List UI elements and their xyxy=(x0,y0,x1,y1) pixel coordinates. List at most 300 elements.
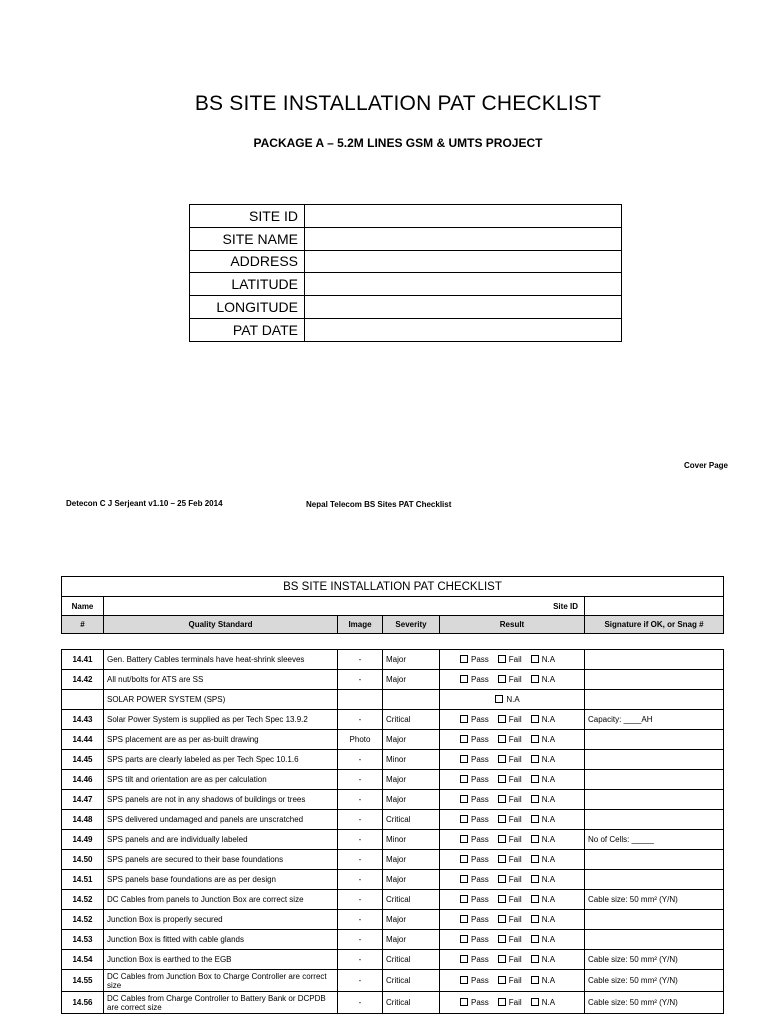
quality-standard: All nut/bolts for ATS are SS xyxy=(104,670,338,690)
result-fail-option[interactable] xyxy=(498,835,522,844)
result-options xyxy=(440,890,585,910)
image-requirement: - xyxy=(338,870,383,890)
checkbox-icon[interactable] xyxy=(531,955,539,963)
checkbox-icon[interactable] xyxy=(460,998,468,1006)
item-number xyxy=(62,690,104,710)
result-option-label: Fail xyxy=(508,675,522,684)
image-requirement: - xyxy=(338,710,383,730)
result-option-label: N.A xyxy=(541,998,556,1007)
signature-field[interactable] xyxy=(585,790,724,810)
column-header-severity: Severity xyxy=(383,616,440,634)
address-row xyxy=(190,250,622,273)
checkbox-icon[interactable] xyxy=(460,735,468,743)
item-number: 14.54 xyxy=(62,950,104,970)
checkbox-icon[interactable] xyxy=(531,976,539,984)
signature-field[interactable]: Cable size: 50 mm² (Y/N) xyxy=(585,970,724,992)
result-options xyxy=(440,710,585,730)
result-pass-option[interactable] xyxy=(460,915,489,924)
checklist-row xyxy=(62,970,724,992)
checkbox-icon[interactable] xyxy=(460,855,468,863)
result-option-label: Pass xyxy=(471,815,489,824)
result-fail-option[interactable] xyxy=(498,955,522,964)
quality-standard: SPS panels are not in any shadows of buildings or trees xyxy=(104,790,338,810)
checkbox-icon[interactable] xyxy=(498,935,506,943)
result-option-label: N.A xyxy=(541,735,556,744)
result-option-label: Pass xyxy=(471,735,489,744)
result-na-option[interactable] xyxy=(531,935,555,944)
result-option-label: N.A xyxy=(541,715,556,724)
result-pass-option[interactable] xyxy=(460,935,489,944)
image-requirement: Photo xyxy=(338,730,383,750)
item-number: 14.41 xyxy=(62,650,104,670)
result-option-label: Pass xyxy=(471,875,489,884)
result-na-option[interactable] xyxy=(531,735,555,744)
severity: Critical xyxy=(383,950,440,970)
checklist-row xyxy=(62,910,724,930)
result-option-label: Fail xyxy=(508,998,522,1007)
item-number: 14.53 xyxy=(62,930,104,950)
checkbox-icon[interactable] xyxy=(460,795,468,803)
result-options xyxy=(440,870,585,890)
checkbox-icon[interactable] xyxy=(460,755,468,763)
latitude-row xyxy=(190,273,622,296)
signature-field[interactable]: Cable size: 50 mm² (Y/N) xyxy=(585,992,724,1014)
result-option-label: Fail xyxy=(508,935,522,944)
checklist-row xyxy=(62,670,724,690)
pat-date-field[interactable] xyxy=(305,318,622,341)
signature-field[interactable] xyxy=(585,850,724,870)
quality-standard: DC Cables from Junction Box to Charge Controller are correct size xyxy=(104,970,338,992)
quality-standard: Junction Box is properly secured xyxy=(104,910,338,930)
signature-field[interactable] xyxy=(585,930,724,950)
checklist-row xyxy=(62,950,724,970)
checklist-row xyxy=(62,930,724,950)
result-options xyxy=(440,650,585,670)
checkbox-icon[interactable] xyxy=(498,715,506,723)
site-id-label: Site ID xyxy=(104,597,585,616)
cover-subtitle: PACKAGE A – 5.2M LINES GSM & UMTS PROJECT xyxy=(253,136,543,150)
item-number: 14.52 xyxy=(62,890,104,910)
result-pass-option[interactable] xyxy=(460,976,489,985)
signature-field[interactable] xyxy=(585,770,724,790)
result-fail-option[interactable] xyxy=(498,715,522,724)
result-pass-option[interactable] xyxy=(460,755,489,764)
result-option-label: Pass xyxy=(471,998,489,1007)
severity xyxy=(383,690,440,710)
result-na-option[interactable] xyxy=(531,998,555,1007)
result-na-option[interactable] xyxy=(531,775,555,784)
image-requirement: - xyxy=(338,930,383,950)
quality-standard: SPS panels base foundations are as per design xyxy=(104,870,338,890)
result-option-label: N.A xyxy=(541,915,556,924)
result-options xyxy=(440,750,585,770)
checkbox-icon[interactable] xyxy=(531,795,539,803)
checkbox-icon[interactable] xyxy=(498,835,506,843)
image-requirement: - xyxy=(338,830,383,850)
result-fail-option[interactable] xyxy=(498,655,522,664)
checkbox-icon[interactable] xyxy=(460,955,468,963)
checklist-body-table xyxy=(61,649,724,1014)
checklist-row xyxy=(62,870,724,890)
signature-field[interactable]: Capacity: ____AH xyxy=(585,710,724,730)
site-name-row xyxy=(190,227,622,250)
checkbox-icon[interactable] xyxy=(498,998,506,1006)
footer-document-name: Nepal Telecom BS Sites PAT Checklist xyxy=(306,500,452,509)
checkbox-icon[interactable] xyxy=(498,895,506,903)
result-fail-option[interactable] xyxy=(498,855,522,864)
item-number: 14.51 xyxy=(62,870,104,890)
item-number: 14.44 xyxy=(62,730,104,750)
checkbox-icon[interactable] xyxy=(498,955,506,963)
image-requirement: - xyxy=(338,770,383,790)
checkbox-icon[interactable] xyxy=(498,755,506,763)
result-option-label: Pass xyxy=(471,755,489,764)
checkbox-icon[interactable] xyxy=(495,695,503,703)
checkbox-icon[interactable] xyxy=(531,915,539,923)
quality-standard: SPS panels are secured to their base foundations xyxy=(104,850,338,870)
result-pass-option[interactable] xyxy=(460,655,489,664)
quality-standard: SPS tilt and orientation are as per calculation xyxy=(104,770,338,790)
signature-field[interactable] xyxy=(585,910,724,930)
severity: Major xyxy=(383,650,440,670)
footer-version: Detecon C J Serjeant v1.10 – 25 Feb 2014 xyxy=(66,499,223,508)
checkbox-icon[interactable] xyxy=(531,655,539,663)
checkbox-icon[interactable] xyxy=(531,675,539,683)
quality-standard: Solar Power System is supplied as per Tech Spec 13.9.2 xyxy=(104,710,338,730)
severity: Major xyxy=(383,770,440,790)
result-option-label: Pass xyxy=(471,835,489,844)
result-pass-option[interactable] xyxy=(460,735,489,744)
result-pass-option[interactable] xyxy=(460,835,489,844)
checkbox-icon[interactable] xyxy=(531,855,539,863)
pat-date-row xyxy=(190,318,622,341)
checkbox-icon[interactable] xyxy=(531,895,539,903)
checkbox-icon[interactable] xyxy=(498,915,506,923)
item-number: 14.49 xyxy=(62,830,104,850)
checklist-row xyxy=(62,710,724,730)
result-option-label: N.A xyxy=(541,855,556,864)
checkbox-icon[interactable] xyxy=(531,875,539,883)
signature-field[interactable] xyxy=(585,690,724,710)
field-label: SITE NAME xyxy=(190,227,305,250)
result-options xyxy=(440,850,585,870)
signature-field[interactable]: Cable size: 50 mm² (Y/N) xyxy=(585,890,724,910)
severity: Major xyxy=(383,730,440,750)
result-option-label: Pass xyxy=(471,655,489,664)
field-label: SITE ID xyxy=(190,205,305,228)
signature-field[interactable] xyxy=(585,810,724,830)
quality-standard: Junction Box is earthed to the EGB xyxy=(104,950,338,970)
result-option-label: N.A xyxy=(541,755,556,764)
image-requirement: - xyxy=(338,992,383,1014)
result-fail-option[interactable] xyxy=(498,998,522,1007)
result-fail-option[interactable] xyxy=(498,976,522,985)
severity: Major xyxy=(383,910,440,930)
result-options xyxy=(440,770,585,790)
field-label: LATITUDE xyxy=(190,273,305,296)
result-fail-option[interactable] xyxy=(498,815,522,824)
result-na-option[interactable] xyxy=(531,815,555,824)
result-options xyxy=(440,910,585,930)
severity: Critical xyxy=(383,992,440,1014)
severity: Major xyxy=(383,670,440,690)
result-options xyxy=(440,930,585,950)
result-option-label: N.A xyxy=(541,955,556,964)
severity: Major xyxy=(383,790,440,810)
result-na-option[interactable] xyxy=(531,675,555,684)
signature-field[interactable] xyxy=(585,870,724,890)
checklist-row xyxy=(62,750,724,770)
checkbox-icon[interactable] xyxy=(531,815,539,823)
signature-field[interactable]: Cable size: 50 mm² (Y/N) xyxy=(585,950,724,970)
checkbox-icon[interactable] xyxy=(531,715,539,723)
column-header-image: Image xyxy=(338,616,383,634)
checklist-row xyxy=(62,890,724,910)
result-option-label: N.A xyxy=(541,875,556,884)
result-option-label: Fail xyxy=(508,955,522,964)
image-requirement xyxy=(338,690,383,710)
result-option-label: Fail xyxy=(508,715,522,724)
checklist-row xyxy=(62,650,724,670)
item-number: 14.47 xyxy=(62,790,104,810)
cover-title: BS SITE INSTALLATION PAT CHECKLIST xyxy=(194,92,602,115)
item-number: 14.43 xyxy=(62,710,104,730)
checkbox-icon[interactable] xyxy=(531,775,539,783)
image-requirement: - xyxy=(338,950,383,970)
image-requirement: - xyxy=(338,670,383,690)
result-option-label: Fail xyxy=(508,875,522,884)
result-option-label: Fail xyxy=(508,895,522,904)
result-na-option[interactable] xyxy=(495,695,519,704)
result-options xyxy=(440,790,585,810)
field-label: LONGITUDE xyxy=(190,296,305,319)
signature-field[interactable] xyxy=(585,730,724,750)
checklist-row xyxy=(62,770,724,790)
item-number: 14.55 xyxy=(62,970,104,992)
result-fail-option[interactable] xyxy=(498,895,522,904)
signature-field[interactable] xyxy=(585,750,724,770)
result-na-option[interactable] xyxy=(531,755,555,764)
quality-standard: Junction Box is fitted with cable glands xyxy=(104,930,338,950)
checklist-title: BS SITE INSTALLATION PAT CHECKLIST xyxy=(62,577,724,597)
result-option-label: Fail xyxy=(508,735,522,744)
result-option-label: Pass xyxy=(471,895,489,904)
quality-standard: DC Cables from Charge Controller to Battery Bank or DCPDB are correct size xyxy=(104,992,338,1014)
result-pass-option[interactable] xyxy=(460,815,489,824)
severity: Major xyxy=(383,870,440,890)
checkbox-icon[interactable] xyxy=(460,935,468,943)
result-option-label: N.A xyxy=(541,815,556,824)
result-option-label: N.A xyxy=(506,695,520,704)
result-na-option[interactable] xyxy=(531,795,555,804)
checkbox-icon[interactable] xyxy=(531,998,539,1006)
result-pass-option[interactable] xyxy=(460,955,489,964)
result-option-label: N.A xyxy=(541,895,556,904)
signature-field[interactable] xyxy=(585,650,724,670)
column-header-number: # xyxy=(62,616,104,634)
result-option-label: Fail xyxy=(508,835,522,844)
result-pass-option[interactable] xyxy=(460,875,489,884)
result-fail-option[interactable] xyxy=(498,875,522,884)
longitude-row xyxy=(190,296,622,319)
result-options xyxy=(440,992,585,1014)
item-number: 14.45 xyxy=(62,750,104,770)
result-option-label: N.A xyxy=(541,655,556,664)
result-option-label: Pass xyxy=(471,976,489,985)
item-number: 14.48 xyxy=(62,810,104,830)
checkbox-icon[interactable] xyxy=(531,935,539,943)
field-label: ADDRESS xyxy=(190,250,305,273)
checkbox-icon[interactable] xyxy=(498,735,506,743)
severity: Minor xyxy=(383,830,440,850)
result-option-label: Fail xyxy=(508,775,522,784)
result-option-label: Pass xyxy=(471,915,489,924)
item-number: 14.56 xyxy=(62,992,104,1014)
result-option-label: N.A xyxy=(541,675,556,684)
site-id-value-field[interactable] xyxy=(585,597,724,616)
checkbox-icon[interactable] xyxy=(460,675,468,683)
checkbox-icon[interactable] xyxy=(460,895,468,903)
result-option-label: Pass xyxy=(471,775,489,784)
result-pass-option[interactable] xyxy=(460,775,489,784)
latitude-field[interactable] xyxy=(305,273,622,296)
site-id-field[interactable] xyxy=(305,205,622,228)
checkbox-icon[interactable] xyxy=(460,715,468,723)
result-options xyxy=(440,730,585,750)
quality-standard: SPS panels and are individually labeled xyxy=(104,830,338,850)
result-pass-option[interactable] xyxy=(460,998,489,1007)
result-options xyxy=(440,810,585,830)
result-na-option[interactable] xyxy=(531,915,555,924)
site-id-row xyxy=(190,205,622,228)
site-name-field[interactable] xyxy=(305,227,622,250)
result-na-option[interactable] xyxy=(531,875,555,884)
item-number: 14.46 xyxy=(62,770,104,790)
signature-field[interactable] xyxy=(585,670,724,690)
item-number: 14.52 xyxy=(62,910,104,930)
result-na-option[interactable] xyxy=(531,835,555,844)
image-requirement: - xyxy=(338,750,383,770)
result-pass-option[interactable] xyxy=(460,895,489,904)
result-fail-option[interactable] xyxy=(498,675,522,684)
result-na-option[interactable] xyxy=(531,895,555,904)
result-option-label: N.A xyxy=(541,935,556,944)
checkbox-icon[interactable] xyxy=(498,655,506,663)
result-option-label: Fail xyxy=(508,655,522,664)
name-label: Name xyxy=(62,597,104,616)
result-options xyxy=(440,970,585,992)
checkbox-icon[interactable] xyxy=(531,835,539,843)
checkbox-icon[interactable] xyxy=(460,915,468,923)
checkbox-icon[interactable] xyxy=(460,815,468,823)
result-options xyxy=(440,830,585,850)
checklist-row xyxy=(62,810,724,830)
result-option-label: Pass xyxy=(471,715,489,724)
checkbox-icon[interactable] xyxy=(498,775,506,783)
quality-standard: DC Cables from panels to Junction Box are correct size xyxy=(104,890,338,910)
address-field[interactable] xyxy=(305,250,622,273)
severity: Critical xyxy=(383,890,440,910)
result-option-label: N.A xyxy=(541,795,556,804)
result-fail-option[interactable] xyxy=(498,735,522,744)
result-fail-option[interactable] xyxy=(498,935,522,944)
result-option-label: Fail xyxy=(508,815,522,824)
checklist-row xyxy=(62,690,724,710)
result-options xyxy=(440,950,585,970)
longitude-field[interactable] xyxy=(305,296,622,319)
result-na-option[interactable] xyxy=(531,855,555,864)
cover-page-label: Cover Page xyxy=(683,461,728,470)
severity: Minor xyxy=(383,750,440,770)
result-option-label: Fail xyxy=(508,976,522,985)
image-requirement: - xyxy=(338,650,383,670)
result-pass-option[interactable] xyxy=(460,855,489,864)
checkbox-icon[interactable] xyxy=(498,815,506,823)
image-requirement: - xyxy=(338,810,383,830)
signature-field[interactable]: No of Cells: _____ xyxy=(585,830,724,850)
result-na-option[interactable] xyxy=(531,715,555,724)
result-na-option[interactable] xyxy=(531,976,555,985)
result-option-label: Pass xyxy=(471,955,489,964)
result-fail-option[interactable] xyxy=(498,795,522,804)
checkbox-icon[interactable] xyxy=(460,775,468,783)
result-pass-option[interactable] xyxy=(460,675,489,684)
result-option-label: Pass xyxy=(471,675,489,684)
result-option-label: Fail xyxy=(508,915,522,924)
item-number: 14.50 xyxy=(62,850,104,870)
image-requirement: - xyxy=(338,850,383,870)
checkbox-icon[interactable] xyxy=(498,795,506,803)
quality-standard: SPS placement are as per as-built drawing xyxy=(104,730,338,750)
result-option-label: Pass xyxy=(471,795,489,804)
result-option-label: N.A xyxy=(541,835,556,844)
result-na-option[interactable] xyxy=(531,655,555,664)
result-option-label: Fail xyxy=(508,755,522,764)
quality-standard: SPS parts are clearly labeled as per Tech Spec 10.1.6 xyxy=(104,750,338,770)
checkbox-icon[interactable] xyxy=(460,655,468,663)
checklist-row xyxy=(62,790,724,810)
checkbox-icon[interactable] xyxy=(498,875,506,883)
result-fail-option[interactable] xyxy=(498,915,522,924)
result-na-option[interactable] xyxy=(531,955,555,964)
checkbox-icon[interactable] xyxy=(498,675,506,683)
image-requirement: - xyxy=(338,890,383,910)
result-option-label: Fail xyxy=(508,855,522,864)
item-number: 14.42 xyxy=(62,670,104,690)
severity: Major xyxy=(383,850,440,870)
result-pass-option[interactable] xyxy=(460,795,489,804)
result-option-label: Fail xyxy=(508,795,522,804)
checkbox-icon[interactable] xyxy=(498,976,506,984)
checkbox-icon[interactable] xyxy=(531,735,539,743)
checkbox-icon[interactable] xyxy=(460,835,468,843)
checkbox-icon[interactable] xyxy=(460,976,468,984)
quality-standard: SPS delivered undamaged and panels are unscratched xyxy=(104,810,338,830)
result-pass-option[interactable] xyxy=(460,715,489,724)
checkbox-icon[interactable] xyxy=(498,855,506,863)
checkbox-icon[interactable] xyxy=(531,755,539,763)
result-fail-option[interactable] xyxy=(498,775,522,784)
quality-standard: SOLAR POWER SYSTEM (SPS) xyxy=(104,690,338,710)
result-option-label: Pass xyxy=(471,935,489,944)
severity: Major xyxy=(383,930,440,950)
severity: Critical xyxy=(383,710,440,730)
checkbox-icon[interactable] xyxy=(460,875,468,883)
result-option-label: N.A xyxy=(541,775,556,784)
result-fail-option[interactable] xyxy=(498,755,522,764)
result-option-label: Pass xyxy=(471,855,489,864)
checklist-row xyxy=(62,850,724,870)
